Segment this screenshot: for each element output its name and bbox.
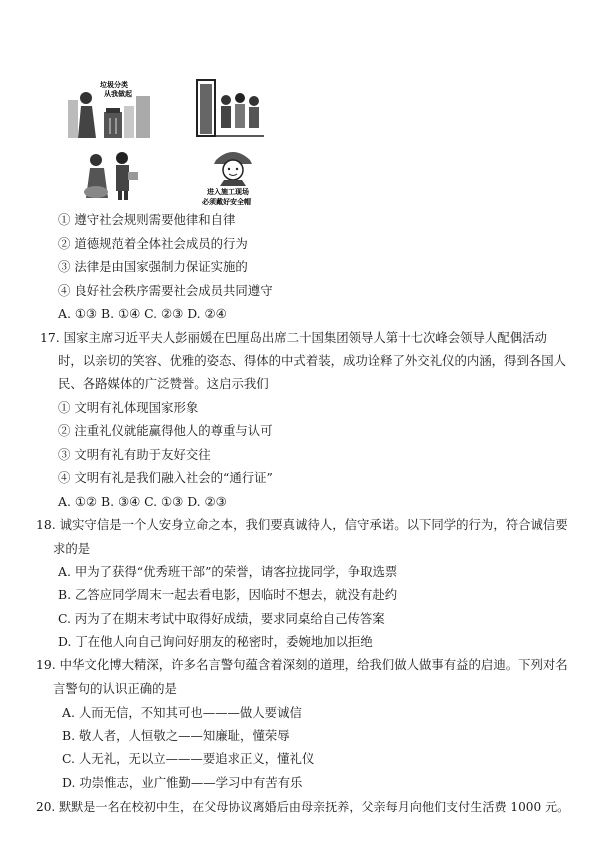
q17-option-4: ④ 文明有礼是我们融入社会的“通行证” [58,470,273,485]
q17-stem-line-2: 时，以亲切的笑容、优雅的姿态、得体的中式着装，成功诠释了外交礼仪的内涵，得到各国人 [58,353,567,368]
q16-choices: A. ①③ B. ①④ C. ②③ D. ②④ [58,306,227,321]
q18-option-d: D. 丁在他人向自己询问好朋友的秘密时，委婉地加以拒绝 [58,634,373,649]
q17-stem-line-3: 民、各路媒体的广泛赞誉。这启示我们 [58,376,269,391]
q19-option-a: A. 人而无信，不知其可也———做人要诚信 [62,705,302,720]
q19-option-b: B. 敬人者，人恒敬之——知廉耻，懂荣辱 [62,728,290,743]
q19-stem-line-2: 言警句的认识正确的是 [53,681,177,696]
q18-option-a: A. 甲为了获得“优秀班干部”的荣誉，请客拉拢同学，争取选票 [58,564,398,579]
q18-option-b: B. 乙答应同学周末一起去看电影，因临时不想去，就没有赴约 [58,587,398,602]
q19-option-d: D. 功崇惟志，业广惟勤——学习中有苦有乐 [62,775,303,790]
q17-option-1: ① 文明有礼体现国家形象 [58,400,199,415]
garbage-caption-2: 从我做起 [104,90,132,98]
q16-option-1: ① 遵守社会规则需要他律和自律 [58,212,236,227]
q20-stem-line-1: 20. 默默是一名在校初中生，在父母协议离婚后由母亲抚养，父亲每月向他们支付生活费 1000 元。 [36,800,570,814]
q18-option-c: C. 丙为了在期末考试中取得好成绩，要求同桌给自己传答案 [58,611,385,626]
q16-option-3: ③ 法律是由国家强制力保证实施的 [58,259,248,274]
helmet-caption-2: 必须戴好安全帽 [202,198,251,206]
q16-option-2: ② 道德规范着全体社会成员的行为 [58,236,248,251]
garbage-sorting-illustration [66,78,152,140]
q19-stem-line-1: 19. 中华文化博大精深，许多名言警句蕴含着深刻的道理，给我们做人做事有益的启迪。下列对名 [36,657,568,672]
q18-stem-line-2: 求的是 [53,541,91,556]
q17-option-3: ③ 文明有礼有助于友好交往 [58,447,211,462]
q19-option-c: C. 人无礼，无以立———要追求正义，懂礼仪 [62,751,315,766]
garbage-caption-1: 垃圾分类 [100,81,128,89]
helmet-caption-1: 进入施工现场 [207,188,249,196]
q17-option-2: ② 注重礼仪就能赢得他人的尊重与认可 [58,423,273,438]
q17-stem-line-1: 17. 国家主席习近平夫人彭丽媛在巴厘岛出席二十国集团领导人第十七次峰会领导人配偶活动 [40,330,547,345]
q16-option-4: ④ 良好社会秩序需要社会成员共同遵守 [58,283,273,298]
q17-choices: A. ①② B. ③④ C. ①③ D. ②③ [58,494,227,509]
safety-helmet-illustration [198,144,268,206]
q18-stem-line-1: 18. 诚实守信是一个人安身立命之本，我们要真诚待人，信守承诺。以下同学的行为，符合诚信要 [36,517,568,532]
doorway-people-illustration [196,78,264,138]
helping-people-illustration [78,146,144,202]
